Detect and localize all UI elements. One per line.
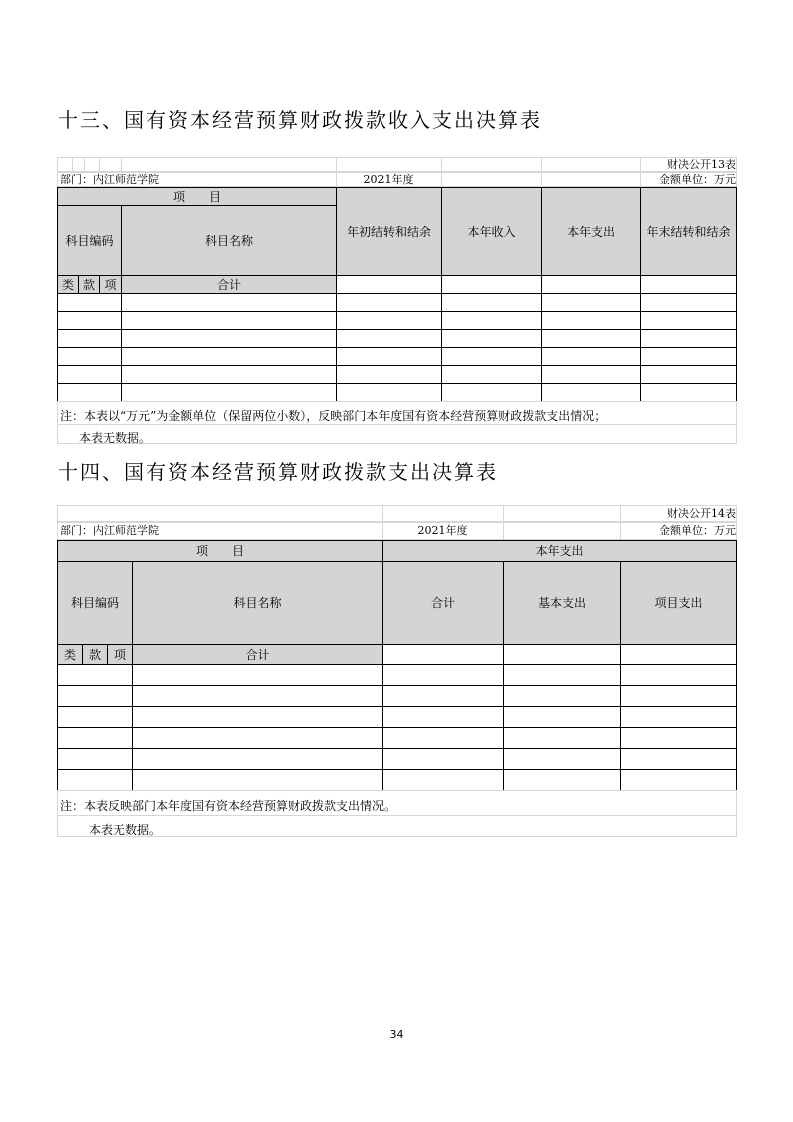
table13-empty-cell xyxy=(121,329,337,348)
table13-code-header xyxy=(57,205,122,276)
table14-empty-cell xyxy=(57,706,133,728)
table13-sub-code xyxy=(78,275,100,294)
table14-empty-cell xyxy=(503,685,621,707)
table13-empty-cell xyxy=(441,365,542,384)
table14-note: 注：本表反映部门本年度国有资本经营预算财政拨款支出情况。 xyxy=(60,799,397,813)
table14-sub-code-label: 类 xyxy=(63,647,76,662)
table14-empty-cell xyxy=(503,769,621,791)
table13-col-header xyxy=(441,187,542,276)
table13-col-header xyxy=(336,187,442,276)
table14-empty-cell xyxy=(57,664,133,686)
table14-col-label: 基本支出 xyxy=(537,596,586,610)
page-number: 34 xyxy=(389,1028,404,1041)
table14-empty-cell xyxy=(382,664,504,686)
table13-empty-cell xyxy=(640,347,737,366)
table13-empty-cell xyxy=(57,383,122,402)
table13-name-header xyxy=(121,205,337,276)
table14-cell xyxy=(382,644,504,665)
table13-cell xyxy=(541,275,641,294)
table13-empty-cell xyxy=(57,311,122,330)
table14-sub-code-label: 项 xyxy=(113,647,126,662)
table14-empty-cell xyxy=(132,685,383,707)
table14-empty-cell xyxy=(620,706,737,728)
table13-cell xyxy=(336,275,442,294)
table14-col-header xyxy=(620,561,737,645)
table14-col-header xyxy=(503,561,621,645)
table14-empty-cell xyxy=(57,769,133,791)
table14-empty-cell xyxy=(503,727,621,749)
table14-empty-cell xyxy=(382,727,504,749)
table13-no-data: 本表无数据。 xyxy=(79,431,152,445)
table14-total-label: 合计 xyxy=(245,647,270,662)
table13-empty-cell xyxy=(441,383,542,402)
table13-col-label: 年初结转和结余 xyxy=(346,224,431,239)
table14-empty-cell xyxy=(503,706,621,728)
table14-empty-cell xyxy=(382,706,504,728)
table14-cell xyxy=(503,644,621,665)
table13-empty-cell xyxy=(541,293,641,312)
table13-empty-cell xyxy=(640,329,737,348)
table13-empty-cell xyxy=(541,347,641,366)
table13-unit: 金额单位：万元 xyxy=(659,173,736,186)
table13-sub-code-label: 类 xyxy=(61,277,74,292)
table13-col-header xyxy=(640,187,737,276)
table14-form-no: 财决公开14表 xyxy=(667,507,736,520)
table14-header-item-label: 项 目 xyxy=(195,544,244,558)
table13-empty-cell xyxy=(121,365,337,384)
table13-empty-cell xyxy=(121,347,337,366)
table14-sub-code xyxy=(107,644,133,665)
table13-empty-cell xyxy=(441,347,542,366)
table14-year: 2021年度 xyxy=(417,524,468,537)
table14-department: 部门：内江师范学院 xyxy=(60,524,159,537)
table13-form-no: 财决公开13表 xyxy=(667,158,736,171)
table13-cell xyxy=(640,275,737,294)
table13-empty-cell xyxy=(640,383,737,402)
table14-empty-cell xyxy=(503,748,621,770)
table14-col-label: 合计 xyxy=(430,596,455,610)
table14-name-label: 科目名称 xyxy=(233,596,282,610)
table13-empty-cell xyxy=(640,365,737,384)
table13-nodata-row xyxy=(57,424,737,444)
table13-total-label: 合计 xyxy=(216,277,241,292)
table13-empty-cell xyxy=(441,293,542,312)
table13-name-label: 科目名称 xyxy=(204,233,253,248)
table13-col-label: 年末结转和结余 xyxy=(646,224,731,239)
table13-sub-code-label: 款 xyxy=(82,277,95,292)
table14-code-label: 科目编码 xyxy=(70,596,119,610)
table14-col-header xyxy=(382,561,504,645)
table14-header-expense-label: 本年支出 xyxy=(535,544,584,558)
table14-title: 十四、国有资本经营预算财政拨款支出决算表 xyxy=(58,460,498,484)
table13-sub-code xyxy=(99,275,122,294)
table13-empty-cell xyxy=(336,365,442,384)
table14-empty-cell xyxy=(132,769,383,791)
table13-note: 注：本表以“万元”为金额单位（保留两位小数），反映部门本年度国有资本经营预算财政拨款支出情况； xyxy=(60,409,607,423)
table13-total-cell xyxy=(121,275,337,294)
table13-empty-cell xyxy=(336,383,442,402)
table14-no-data: 本表无数据。 xyxy=(89,823,162,837)
table14-empty-cell xyxy=(382,769,504,791)
table13-title: 十三、国有资本经营预算财政拨款收入支出决算表 xyxy=(58,108,542,132)
table13-empty-cell xyxy=(541,311,641,330)
table13-empty-cell xyxy=(121,383,337,402)
table13-col-header xyxy=(541,187,641,276)
table13-empty-cell xyxy=(121,311,337,330)
table14-empty-cell xyxy=(620,664,737,686)
table14-cell xyxy=(620,644,737,665)
table13-empty-cell xyxy=(57,329,122,348)
table14-unit: 金额单位：万元 xyxy=(659,524,736,537)
table13-empty-cell xyxy=(541,329,641,348)
table13-empty-cell xyxy=(336,311,442,330)
table14-header-item xyxy=(57,540,383,562)
table13-col-label: 本年收入 xyxy=(467,224,516,239)
table13-empty-cell xyxy=(640,293,737,312)
table13-empty-cell xyxy=(541,383,641,402)
table14-name-header xyxy=(132,561,383,645)
table13-department: 部门：内江师范学院 xyxy=(60,173,159,186)
table14-empty-cell xyxy=(132,664,383,686)
table13-sub-code xyxy=(57,275,79,294)
table14-col-label: 项目支出 xyxy=(654,596,703,610)
table13-header-item-label: 项 目 xyxy=(172,189,221,204)
table14-empty-cell xyxy=(503,664,621,686)
table14-empty-cell xyxy=(620,685,737,707)
table13-empty-cell xyxy=(57,293,122,312)
table13-empty-cell xyxy=(441,329,542,348)
table14-sub-code xyxy=(57,644,83,665)
table13-empty-cell xyxy=(640,311,737,330)
table13-col-label: 本年支出 xyxy=(566,224,615,239)
table14-empty-cell xyxy=(57,748,133,770)
table13-form-row xyxy=(57,157,737,172)
table13-empty-cell xyxy=(336,347,442,366)
table13-year: 2021年度 xyxy=(363,173,414,186)
table14-empty-cell xyxy=(57,685,133,707)
table13-grid-line xyxy=(72,157,73,172)
table13-sub-code-label: 项 xyxy=(104,277,117,292)
table13-empty-cell xyxy=(57,365,122,384)
table14-empty-cell xyxy=(620,748,737,770)
table14-empty-cell xyxy=(132,706,383,728)
table14-sub-code-label: 款 xyxy=(88,647,101,662)
table14-empty-cell xyxy=(620,727,737,749)
table14-empty-cell xyxy=(132,748,383,770)
table13-code-label: 科目编码 xyxy=(65,233,114,248)
table13-grid-line xyxy=(121,157,122,172)
table14-empty-cell xyxy=(620,769,737,791)
table14-empty-cell xyxy=(382,685,504,707)
table13-empty-cell xyxy=(336,329,442,348)
table14-total-cell xyxy=(132,644,383,665)
table14-sub-code xyxy=(82,644,108,665)
table14-code-header xyxy=(57,561,133,645)
table13-header-item xyxy=(57,187,337,206)
table14-empty-cell xyxy=(132,727,383,749)
table13-grid-line xyxy=(84,157,85,172)
table13-empty-cell xyxy=(336,293,442,312)
table13-empty-cell xyxy=(541,365,641,384)
table13-grid-line xyxy=(99,157,100,172)
table13-empty-cell xyxy=(121,293,337,312)
table14-empty-cell xyxy=(57,727,133,749)
table13-empty-cell xyxy=(441,311,542,330)
table13-empty-cell xyxy=(57,347,122,366)
table13-cell xyxy=(441,275,542,294)
table14-empty-cell xyxy=(382,748,504,770)
table14-header-expense xyxy=(382,540,737,562)
